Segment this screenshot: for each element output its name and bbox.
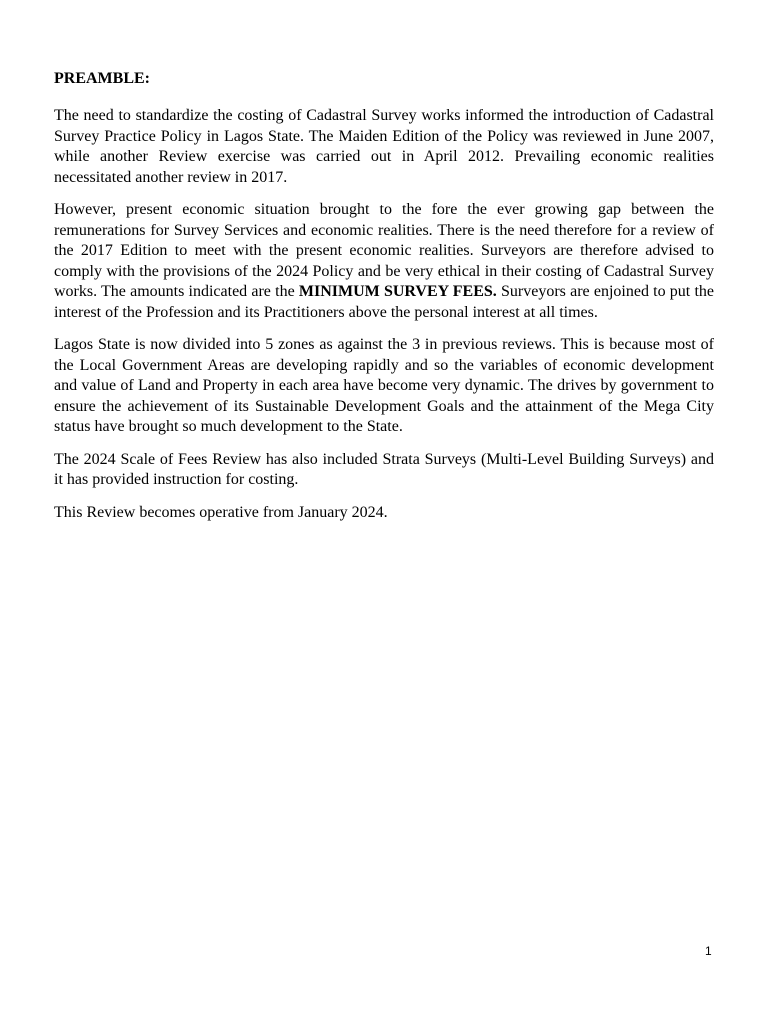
- page-number: 1: [705, 944, 712, 958]
- paragraph-strata-surveys-text: The 2024 Scale of Fees Review has also included Strata Surveys (Multi-Level Building Surveys) and it has provided instruction for costing.: [54, 450, 714, 488]
- minimum-survey-fees-emphasis: MINIMUM SURVEY FEES.: [298, 283, 497, 300]
- paragraph-policy-history: [54, 106, 714, 188]
- paragraph-policy-history-text: The need to standardize the costing of Cadastral Survey works informed the introduction of Cadastral Survey Practice Policy in Lagos State. The Maiden Edition of the Policy was reviewed in June 2007, while another Review exercise was carried out in April 2012. Prevailing economic realities necessitated another review in 2017.: [54, 107, 714, 186]
- document-page: [54, 69, 714, 535]
- paragraph-economic-text-start: However, present economic situation brought to the fore the ever growing gap between the remunerations for Survey Services and economic realities. There is the need therefore for a review of the 2017 Edition to meet with the present economic realities. Surveyors are therefore advised to comply with the provisions of the 2024 Policy and be very ethical in their costing of Cadastral Survey works. The amounts indicated are the: [54, 201, 714, 300]
- paragraph-operative-date: [54, 503, 714, 524]
- paragraph-zones-text: Lagos State is now divided into 5 zones as against the 3 in previous reviews. This is because most of the Local Government Areas are developing rapidly and so the variables of economic development and value of Land and Property in each area have become very dynamic. The drives by government to ensure the achievement of its Sustainable Development Goals and the attainment of the Mega City status have brought so much development to the State.: [54, 336, 714, 435]
- paragraph-operative-date-text: This Review becomes operative from January 2024.: [54, 503, 388, 521]
- paragraph-economic-situation: [54, 200, 714, 323]
- section-heading: PREAMBLE:: [54, 70, 150, 87]
- paragraph-zones: [54, 335, 714, 438]
- paragraph-economic-text-end: Surveyors are enjoined to put the interest of the Profession and its Practitioners above the personal interest at all times.: [54, 283, 714, 321]
- paragraph-strata-surveys: [54, 450, 714, 491]
